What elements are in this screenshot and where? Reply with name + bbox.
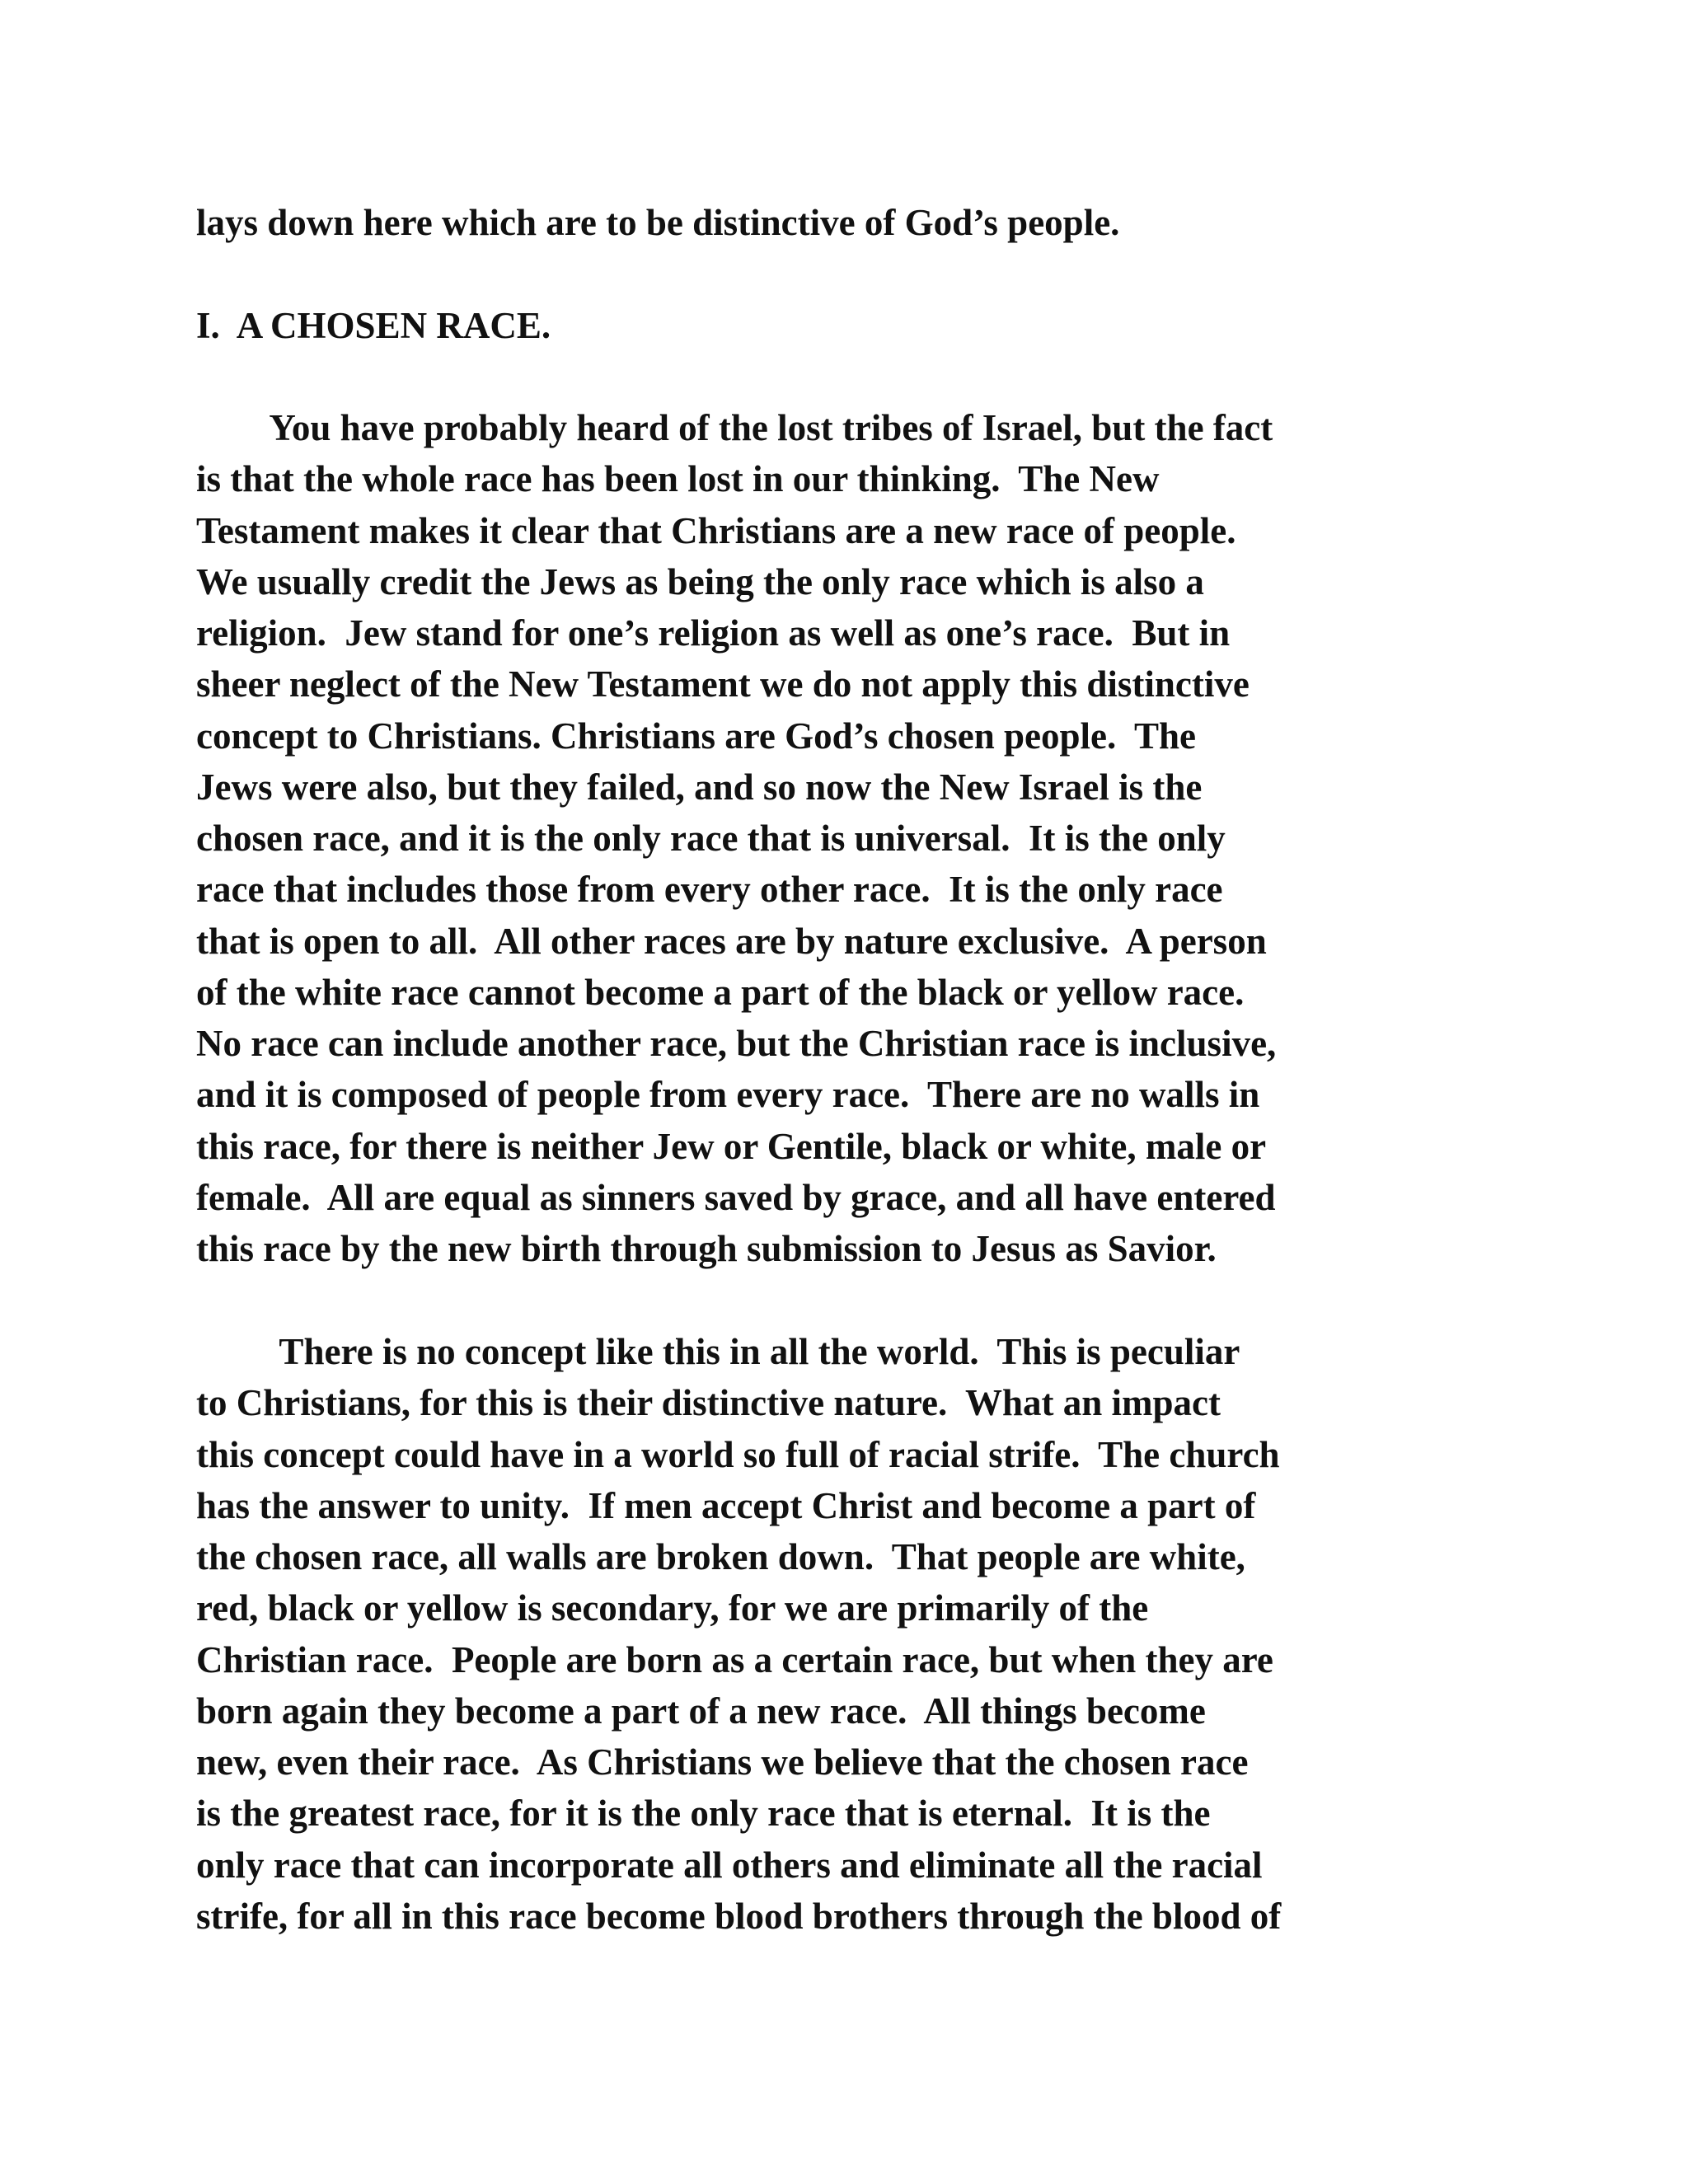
paragraph-line: chosen race, and it is the only race that is universal. It is the only: [196, 818, 1226, 859]
paragraph-line: Jews were also, but they failed, and so now the New Israel is the: [196, 766, 1203, 808]
paragraph-line: No race can include another race, but the Christian race is inclusive,: [196, 1023, 1277, 1064]
paragraph-line: to Christians, for this is their distinctive nature. What an impact: [196, 1382, 1221, 1423]
paragraph-line: female. All are equal as sinners saved by grace, and all have entered: [196, 1177, 1276, 1218]
paragraph-line: sheer neglect of the New Testament we do not apply this distinctive: [196, 663, 1250, 705]
paragraph-line: this race by the new birth through submission to Jesus as Savior.: [196, 1228, 1217, 1269]
paragraph-line: is the greatest race, for it is the only race that is eternal. It is the: [196, 1793, 1211, 1834]
paragraph-line: new, even their race. As Christians we believe that the chosen race: [196, 1741, 1249, 1783]
paragraph-line: Testament makes it clear that Christians are a new race of people.: [196, 510, 1236, 551]
paragraph-line: only race that can incorporate all others and eliminate all the racial: [196, 1844, 1263, 1886]
paragraph-line: red, black or yellow is secondary, for we are primarily of the: [196, 1587, 1149, 1629]
paragraph-line: We usually credit the Jews as being the only race which is also a: [196, 561, 1204, 602]
paragraph-line: this concept could have in a world so full of racial strife. The church: [196, 1434, 1280, 1475]
paragraph-line: the chosen race, all walls are broken down. That people are white,: [196, 1536, 1245, 1577]
paragraph-line: is that the whole race has been lost in our thinking. The New: [196, 458, 1160, 499]
paragraph-line: race that includes those from every other race. It is the only race: [196, 869, 1223, 910]
paragraph-line: this race, for there is neither Jew or Gentile, black or white, male or: [196, 1126, 1267, 1167]
paragraph-line: You have probably heard of the lost tribes of Israel, but the fact: [196, 407, 1273, 448]
paragraph-line: religion. Jew stand for one’s religion as well as one’s race. But in: [196, 612, 1231, 654]
paragraph-line: and it is composed of people from every race. There are no walls in: [196, 1074, 1260, 1115]
opening-line: lays down here which are to be distinctive of God’s people.: [196, 202, 1120, 243]
paragraph-line: has the answer to unity. If men accept Christ and become a part of: [196, 1485, 1256, 1526]
paragraph-line: Christian race. People are born as a certain race, but when they are: [196, 1639, 1273, 1680]
paragraph-line: concept to Christians. Christians are God’s chosen people. The: [196, 715, 1196, 757]
paragraph-line: strife, for all in this race become blood brothers through the blood of: [196, 1896, 1282, 1937]
paragraph-line: of the white race cannot become a part of the black or yellow race.: [196, 972, 1245, 1013]
paragraph-line: that is open to all. All other races are by nature exclusive. A person: [196, 921, 1267, 962]
paragraph-line: born again they become a part of a new race. All things become: [196, 1690, 1206, 1732]
section-heading: I. A CHOSEN RACE.: [196, 305, 551, 346]
paragraph-line: There is no concept like this in all the world. This is peculiar: [196, 1331, 1240, 1372]
